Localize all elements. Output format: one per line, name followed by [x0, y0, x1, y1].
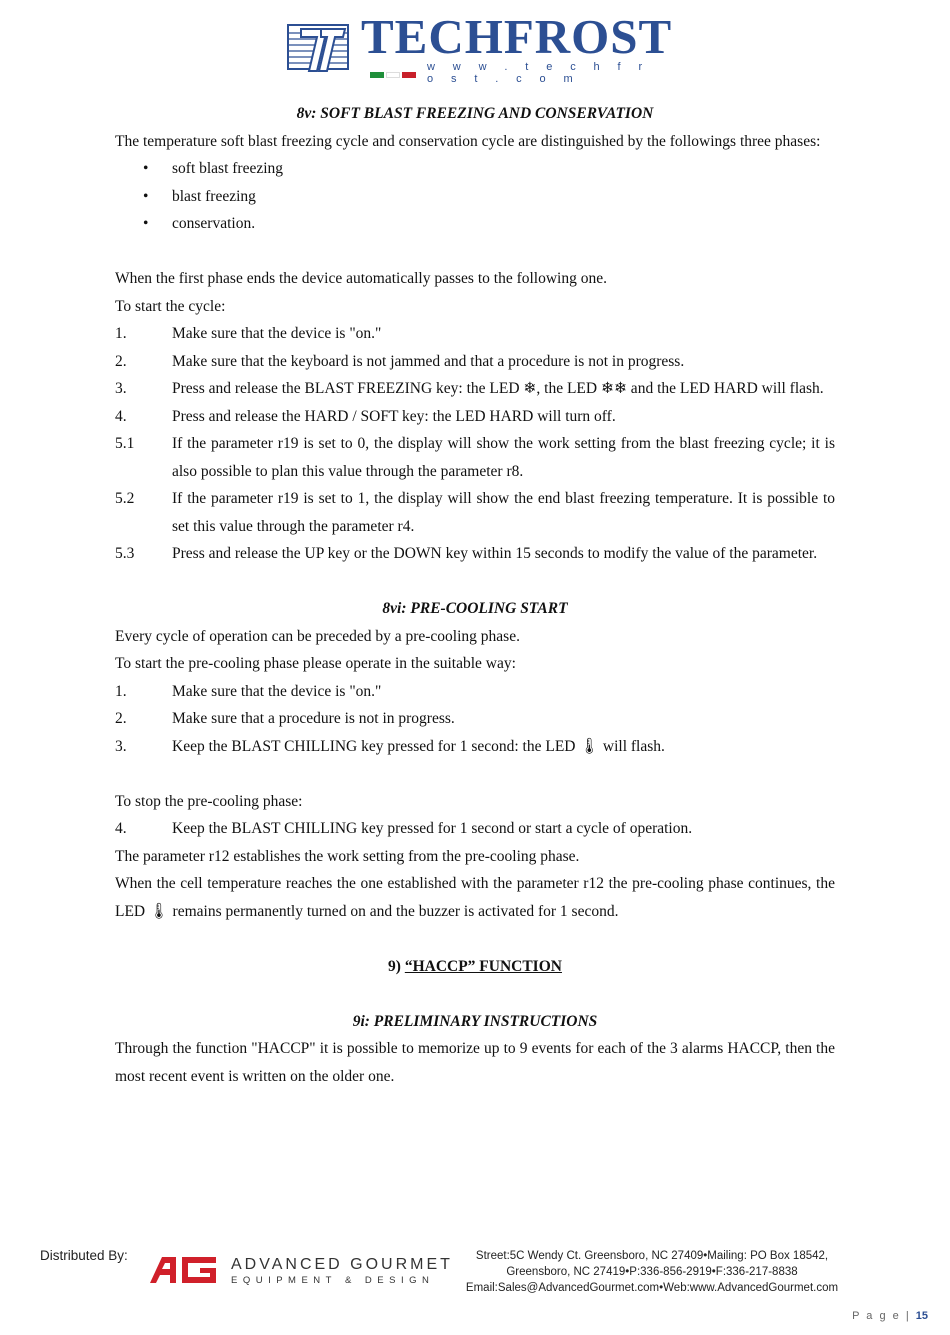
distributed-by-label: Distributed By:	[40, 1248, 128, 1263]
company-name: ADVANCED GOURMET	[231, 1256, 453, 1273]
step-list-8vi	[115, 678, 835, 761]
paragraph: Every cycle of operation can be preceded by a pre-cooling phase.	[115, 627, 520, 645]
list-item: 5.3 Press and release the UP key or the DOWN key within 15 seconds to modify the value of the parameter.	[115, 545, 818, 562]
list-item: 2. Make sure that the keyboard is not jammed and that a procedure is not in progress.	[115, 352, 685, 370]
paragraph: The temperature soft blast freezing cycle and conservation cycle are distinguished by the followings three phases:	[115, 132, 821, 150]
ag-logo-icon	[148, 1255, 218, 1285]
phase-list	[115, 155, 835, 238]
list-item: • soft blast freezing	[115, 155, 835, 183]
stop-step-list	[115, 815, 835, 843]
list-item: • blast freezing	[115, 183, 835, 211]
list-item: 1. Make sure that the device is "on."	[115, 682, 382, 700]
page-number: P a g e | 15	[852, 1310, 928, 1322]
section-title-9i: 9i: PRELIMINARY INSTRUCTIONS	[352, 1012, 598, 1030]
list-item: 5.2 If the parameter r19 is set to 1, the display will show the end blast freezing temperature. It is possible to set this value through the parameter r4.	[115, 490, 835, 535]
list-item: 1. Make sure that the device is "on."	[115, 325, 382, 342]
list-item: 3. Keep the BLAST CHILLING key pressed for 1 second: the LED 🌡 will flash.	[115, 737, 665, 755]
brand-name: TECHFROST	[361, 9, 673, 64]
bullet-icon: •	[143, 160, 149, 177]
paragraph: To start the pre-cooling phase please operate in the suitable way:	[115, 655, 516, 672]
list-item: 4. Press and release the HARD / SOFT key: the LED HARD will turn off.	[115, 407, 616, 425]
company-address: Street:5C Wendy Ct. Greensboro, NC 27409•Mailing: PO Box 18542, Greensboro, NC 27419•P:336-856-2919•F:336-217-8838 Email:Sales@AdvancedGourmet.com•Web:www.AdvancedGourmet.com	[465, 1250, 839, 1294]
step-list-8v	[115, 320, 835, 568]
company-subtitle: EQUIPMENT & DESIGN	[231, 1275, 435, 1286]
page-footer	[0, 1240, 950, 1335]
section-title-9: 9) “HACCP” FUNCTION	[388, 957, 562, 975]
techfrost-logo	[287, 9, 673, 85]
techfrost-mark-icon	[287, 19, 349, 75]
section-title-8vi: 8vi: PRE-COOLING START	[382, 600, 568, 617]
paragraph: When the first phase ends the device automatically passes to the following one.	[115, 270, 607, 287]
section-title-8v: 8v: SOFT BLAST FREEZING AND CONSERVATION	[296, 105, 654, 122]
list-item: 3. Press and release the BLAST FREEZING key: the LED ❄, the LED ❄❄ and the LED HARD will flash.	[115, 380, 824, 397]
paragraph: The parameter r12 establishes the work setting from the pre-cooling phase.	[115, 847, 580, 865]
bullet-icon: •	[143, 215, 149, 232]
paragraph: Through the function "HACCP" it is possible to memorize up to 9 events for each of the 3 alarms HACCP, then the most recent event is written on the older one.	[115, 1040, 835, 1085]
paragraph: To stop the pre-cooling phase:	[115, 792, 303, 810]
list-item: 5.1 If the parameter r19 is set to 0, the display will show the work setting from the blast freezing cycle; it is also possible to plan this value through the parameter r8.	[115, 435, 835, 480]
paragraph: To start the cycle:	[115, 297, 226, 315]
paragraph: When the cell temperature reaches the one established with the parameter r12 the pre-cooling phase continues, the LED 🌡 remains permanently turned on and the buzzer is activated for 1 second.	[115, 875, 835, 920]
list-item: 2. Make sure that a procedure is not in progress.	[115, 710, 455, 727]
list-item: • conservation.	[115, 210, 835, 238]
bullet-icon: •	[143, 187, 149, 205]
document-body	[115, 100, 835, 1090]
brand-url: w w w . t e c h f r o s t . c o m	[427, 61, 650, 85]
list-item: 4. Keep the BLAST CHILLING key pressed for 1 second or start a cycle of operation.	[115, 820, 693, 837]
italian-flag-icon	[370, 65, 418, 71]
